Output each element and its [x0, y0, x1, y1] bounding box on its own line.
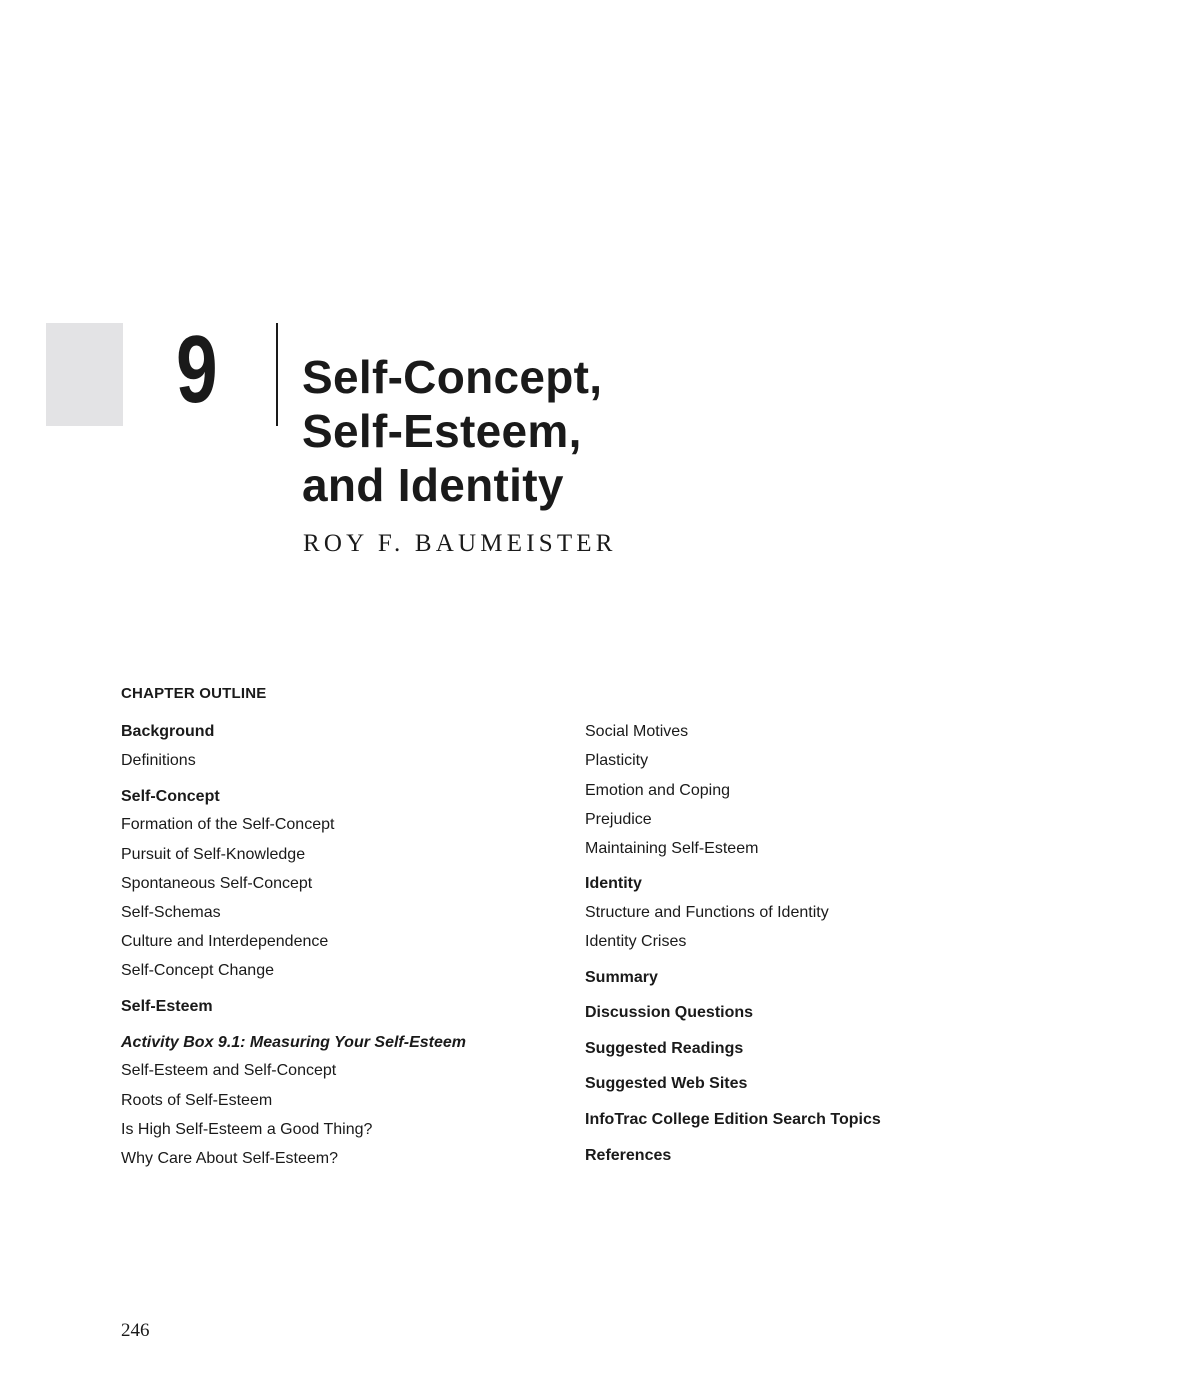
outline-item-high-self-esteem[interactable]: Is High Self-Esteem a Good Thing?: [121, 1121, 373, 1138]
outline-item-infotrac-search-topics[interactable]: InfoTrac College Edition Search Topics: [585, 1111, 881, 1128]
outline-item-why-care[interactable]: Why Care About Self-Esteem?: [121, 1150, 338, 1167]
chapter-title-line: and Identity: [302, 459, 564, 511]
outline-item-discussion-questions[interactable]: Discussion Questions: [585, 1004, 754, 1021]
outline-item-structure-functions-identity[interactable]: Structure and Functions of Identity: [585, 904, 829, 921]
chapter-number: 9: [176, 316, 218, 423]
outline-item-suggested-readings[interactable]: Suggested Readings: [585, 1040, 744, 1057]
outline-item-self-esteem[interactable]: Self-Esteem: [121, 998, 213, 1015]
chapter-title-line: Self-Concept,: [302, 351, 603, 403]
outline-item-self-concept[interactable]: Self-Concept: [121, 788, 220, 805]
outline-item-suggested-web-sites[interactable]: Suggested Web Sites: [585, 1075, 748, 1092]
outline-item-summary[interactable]: Summary: [585, 969, 658, 986]
outline-heading: CHAPTER OUTLINE: [121, 685, 267, 702]
outline-item-culture-interdependence[interactable]: Culture and Interdependence: [121, 933, 329, 950]
outline-item-plasticity[interactable]: Plasticity: [585, 752, 649, 769]
chapter-title: [302, 350, 602, 512]
page-number: 246: [121, 1320, 150, 1341]
outline-item-social-motives[interactable]: Social Motives: [585, 723, 689, 740]
outline-item-prejudice[interactable]: Prejudice: [585, 811, 652, 828]
outline-item-emotion-coping[interactable]: Emotion and Coping: [585, 782, 730, 799]
outline-item-definitions[interactable]: Definitions: [121, 752, 196, 769]
title-divider: [276, 323, 278, 426]
outline-item-self-concept-change[interactable]: Self-Concept Change: [121, 962, 274, 979]
chapter-author: ROY F. BAUMEISTER: [303, 530, 617, 557]
outline-item-maintaining-self-esteem[interactable]: Maintaining Self-Esteem: [585, 840, 759, 857]
outline-item-background[interactable]: Background: [121, 723, 215, 740]
outline-item-spontaneous-self-concept[interactable]: Spontaneous Self-Concept: [121, 875, 313, 892]
outline-item-pursuit-self-knowledge[interactable]: Pursuit of Self-Knowledge: [121, 846, 306, 863]
outline-item-formation-self-concept[interactable]: Formation of the Self-Concept: [121, 816, 335, 833]
chapter-title-line: Self-Esteem,: [302, 405, 582, 457]
outline-item-identity-crises[interactable]: Identity Crises: [585, 933, 687, 950]
outline-item-identity[interactable]: Identity: [585, 875, 642, 892]
chapter-tab-block: [46, 323, 123, 426]
outline-item-roots-self-esteem[interactable]: Roots of Self-Esteem: [121, 1092, 273, 1109]
outline-item-activity-box[interactable]: Activity Box 9.1: Measuring Your Self-Esteem: [121, 1034, 466, 1051]
outline-item-self-esteem-self-concept[interactable]: Self-Esteem and Self-Concept: [121, 1062, 337, 1079]
outline-item-self-schemas[interactable]: Self-Schemas: [121, 904, 221, 921]
outline-item-references[interactable]: References: [585, 1147, 672, 1164]
